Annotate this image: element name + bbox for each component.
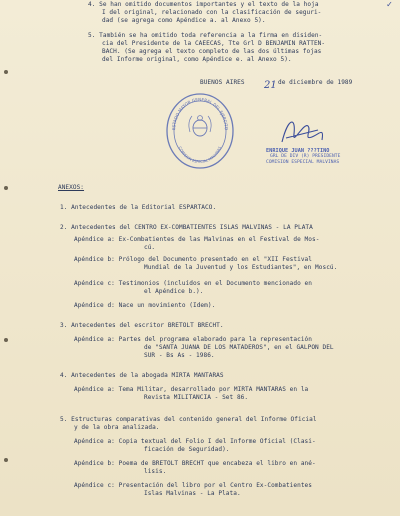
anexo-5-line-1: 5. Estructuras comparativas del contenido general del Informe Oficial xyxy=(60,416,317,423)
official-stamp xyxy=(165,92,235,170)
coat-of-arms-icon xyxy=(189,116,211,136)
anexo-5-apendice-a-line-2: ficación de Seguridad). xyxy=(144,446,230,453)
signature-org: COMISION ESPECIAL MALVINAS xyxy=(266,160,340,165)
anexo-2-apendice-a-line-1: Apéndice a: Ex-Combatientes de las Malvinas en el Festival de Mos- xyxy=(74,236,320,243)
anexo-2-apendice-c-line-1: Apéndice c: Testimonios (incluídos en el Documento mencionado en xyxy=(74,280,312,287)
anexo-2-apendice-b-line-1: Apéndice b: Prólogo del Documento presentado en el "XII Festival xyxy=(74,256,312,263)
punch-hole xyxy=(4,458,8,462)
punch-hole xyxy=(4,338,8,342)
anexo-3-apendice-a-line-3: SUR - Bs As - 1986. xyxy=(144,352,215,359)
date-day-handwritten: 21 xyxy=(264,80,277,91)
date-place: BUENOS AIRES xyxy=(200,79,245,86)
anexo-5-apendice-a-line-1: Apéndice a: Copia textual del Folio I del Informe Oficial (Clasi- xyxy=(74,438,316,445)
item-4-line-3: dad (se agrega como Apéndice a. al Anexo 5). xyxy=(102,17,266,24)
handwritten-signature xyxy=(278,112,328,152)
svg-text:COMISION ESPECIAL MALVINAS xyxy=(178,145,223,164)
item-5-line-4: del Informe original, como Apéndice e. al Anexo 5). xyxy=(102,56,292,63)
anexo-2-apendice-d: Apéndice d: Nace un movimiento (Idem). xyxy=(74,302,216,309)
item-4-line-1: 4. Se han omitido documentos importantes y el texto de la hoja xyxy=(88,1,319,8)
anexo-4-apendice-a-line-1: Apéndice a: Tema Militar, desarrollado por MIRTA MANTARAS en la xyxy=(74,386,309,393)
handwritten-mark-icon: ✓ xyxy=(386,0,392,10)
anexo-5-apendice-b-line-1: Apéndice b: Poema de BRETOLT BRECHT que encabeza el libro en ané- xyxy=(74,460,316,467)
signature-rank: GRL DE DIV (R) PRESIDENTE xyxy=(270,154,341,159)
anexo-2: 2. Antecedentes del CENTRO EX-COMBATIENTES ISLAS MALVINAS - LA PLATA xyxy=(60,224,313,231)
anexo-2-apendice-c-line-2: el Apéndice b.). xyxy=(144,288,204,295)
anexo-4: 4. Antecedentes de la abogada MIRTA MANTARAS xyxy=(60,372,224,379)
stamp-outer-text: ESTADO MAYOR GENERAL DEL EJERCITO xyxy=(170,96,230,131)
date-rest: de diciembre de 1989 xyxy=(278,79,353,86)
anexo-2-apendice-a-line-2: cú. xyxy=(144,244,156,251)
anexo-3-apendice-a-line-1: Apéndice a: Partes del programa elaborado para la representación xyxy=(74,336,312,343)
anexo-3-apendice-a-line-2: de "SANTA JUANA DE LOS MATADEROS", en el GALPON DEL xyxy=(144,344,334,351)
anexo-5-apendice-b-line-2: lisis. xyxy=(144,468,167,475)
item-4-line-2: I del original, relacionado con la clasificación de seguri- xyxy=(102,9,322,16)
anexo-2-apendice-b-line-2: Mundial de la Juventud y los Estudiantes", en Moscú. xyxy=(144,264,338,271)
punch-hole xyxy=(4,186,8,190)
anexo-3: 3. Antecedentes del escritor BRETOLT BRECHT. xyxy=(60,322,224,329)
anexo-5-apendice-c-line-2: Islas Malvinas - La Plata. xyxy=(144,490,241,497)
item-5-line-2: cia del Presidente de la CAEECAS, Tte Grl D BENJAMIN RATTEN- xyxy=(102,40,326,47)
anexo-1: 1. Antecedentes de la Editorial ESPARTACO. xyxy=(60,204,217,211)
anexo-5-line-2: y de la obra analizada. xyxy=(74,424,160,431)
signature-name: ENRIQUE JUAN ???TINO xyxy=(266,148,330,154)
punch-hole xyxy=(4,70,8,74)
stamp-inner-text: COMISION ESPECIAL MALVINAS xyxy=(177,145,223,165)
item-5-line-3: BACH. (Se agrega el texto completo de las dos últimas fojas xyxy=(102,48,322,55)
anexos-heading: ANEXOS: xyxy=(58,184,85,191)
anexo-4-apendice-a-line-2: Revista MILITANCIA - Set 86. xyxy=(144,394,249,401)
item-5-line-1: 5. También se ha omitido toda referencia a la firma en disiden- xyxy=(88,32,323,39)
anexo-5-apendice-c-line-1: Apéndice c: Presentación del libro por el Centro Ex-Combatientes xyxy=(74,482,312,489)
